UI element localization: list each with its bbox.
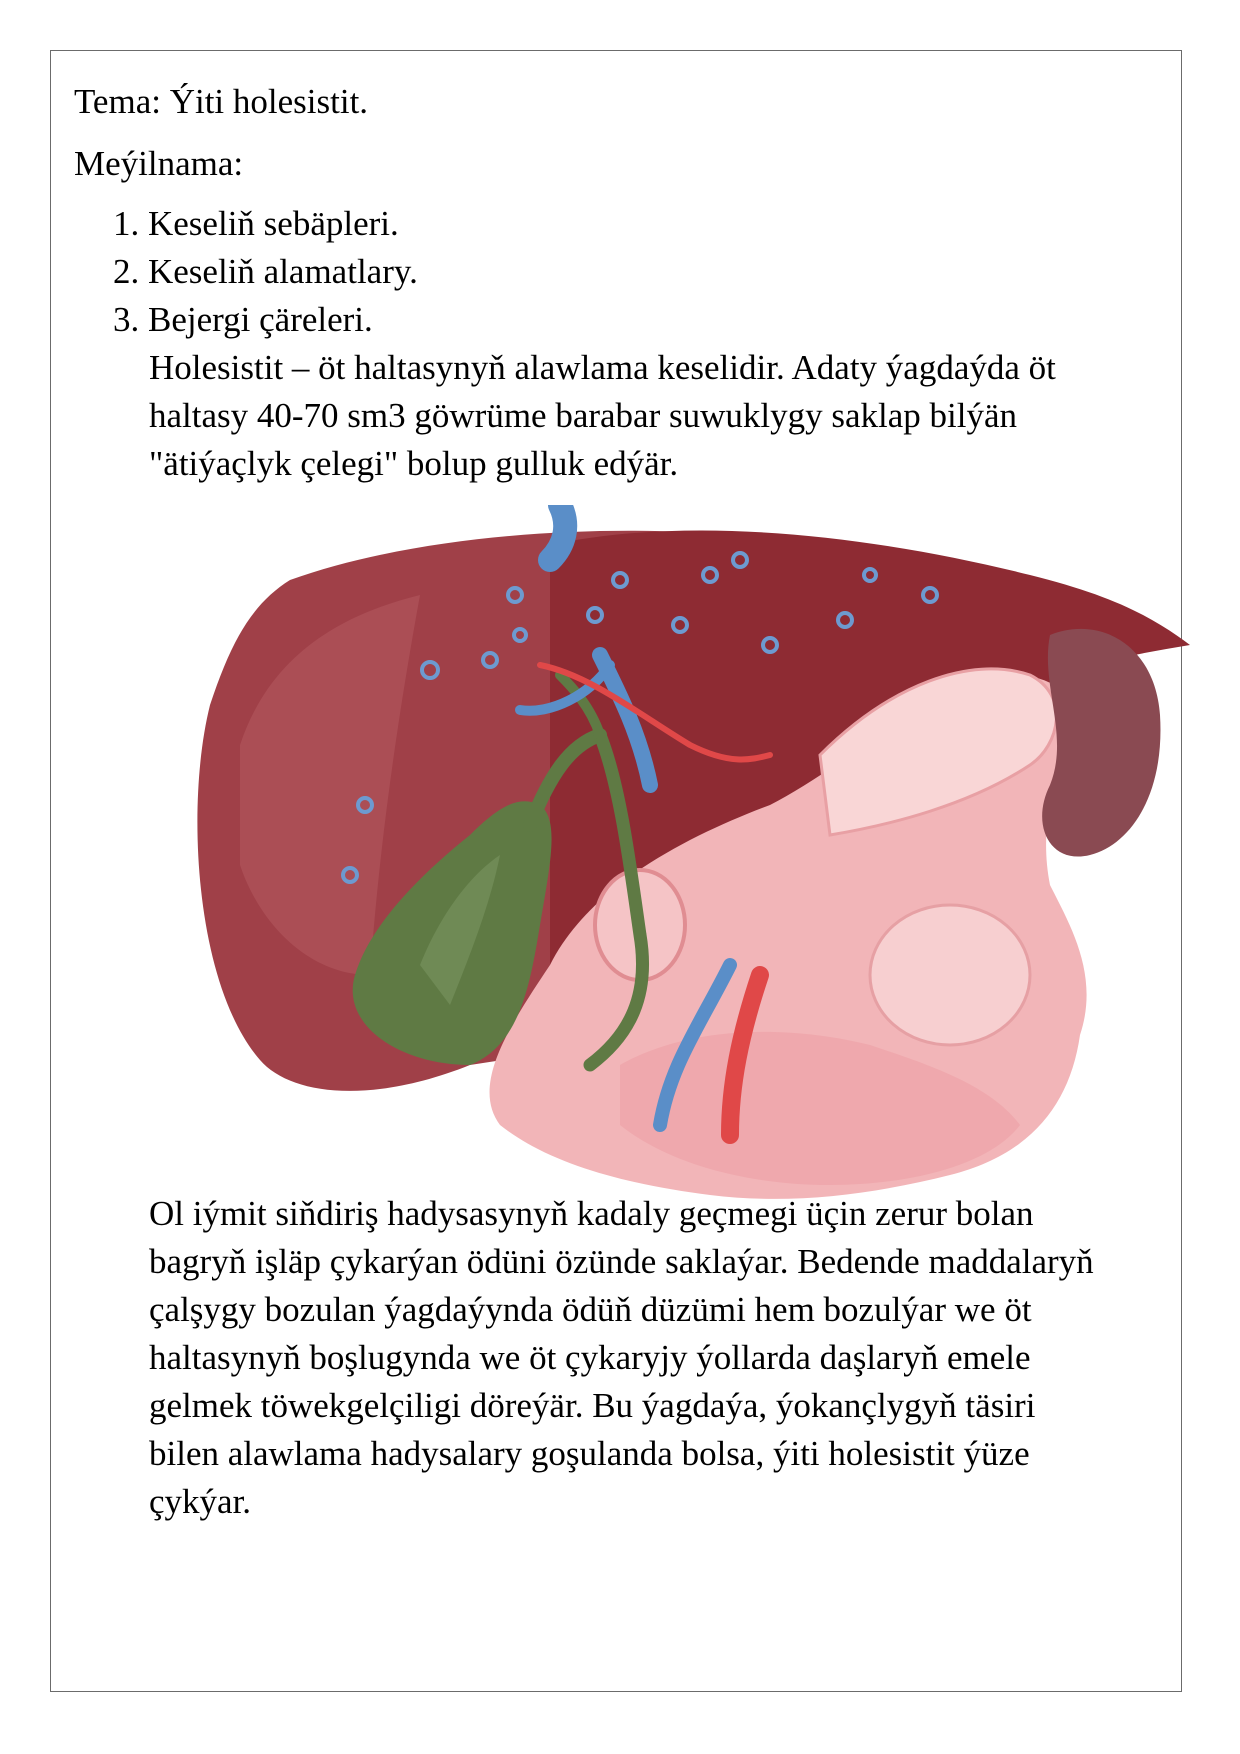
body-line: çykýar. — [149, 1482, 252, 1521]
intro-line: Holesistit – öt haltasynyň alawlama keselidir. Adaty ýagdaýda öt — [149, 348, 1056, 387]
body-line: Ol iýmit siňdiriş hadysasynyň kadaly geçmegi üçin zerur bolan — [149, 1194, 1034, 1233]
intro-line: haltasy 40-70 sm3 göwrüme barabar suwuklygy saklap bilýän — [149, 396, 1018, 435]
intro-paragraph — [149, 344, 1149, 488]
body-line: gelmek töwekgelçiligi döreýär. Bu ýagdaýa, ýokançlygyň täsiri — [149, 1386, 1036, 1425]
body-paragraph — [149, 1190, 1149, 1526]
plan-label: Meýilnama: — [74, 144, 244, 183]
body-line: haltasynyň boşlugynda we öt çykaryjy ýollarda daşlaryň emele — [149, 1338, 1031, 1377]
hepatic-vein-top — [550, 505, 565, 560]
plan-item: 1. Keseliň sebäpleri. — [113, 204, 399, 243]
intestine-loop — [870, 905, 1030, 1045]
body-line: bilen alawlama hadysalary goşulanda bolsa, ýiti holesistit ýüze — [149, 1434, 1030, 1473]
plan-item: 3. Bejergi çäreleri. — [113, 300, 373, 339]
spleen — [1042, 629, 1160, 857]
body-line: çalşygy bozulan ýagdaýynda ödüň düzümi hem bozulýar we öt — [149, 1290, 1032, 1329]
liver-anatomy-illustration — [170, 505, 1210, 1285]
intro-line: "ätiýaçlyk çelegi" bolup gulluk edýär. — [149, 444, 679, 483]
topic-heading: Tema: Ýiti holesistit. — [74, 82, 369, 121]
plan-item: 2. Keseliň alamatlary. — [113, 252, 418, 291]
body-line: bagryň işläp çykarýan ödüni özünde saklaýar. Bedende maddalaryň — [149, 1242, 1094, 1281]
